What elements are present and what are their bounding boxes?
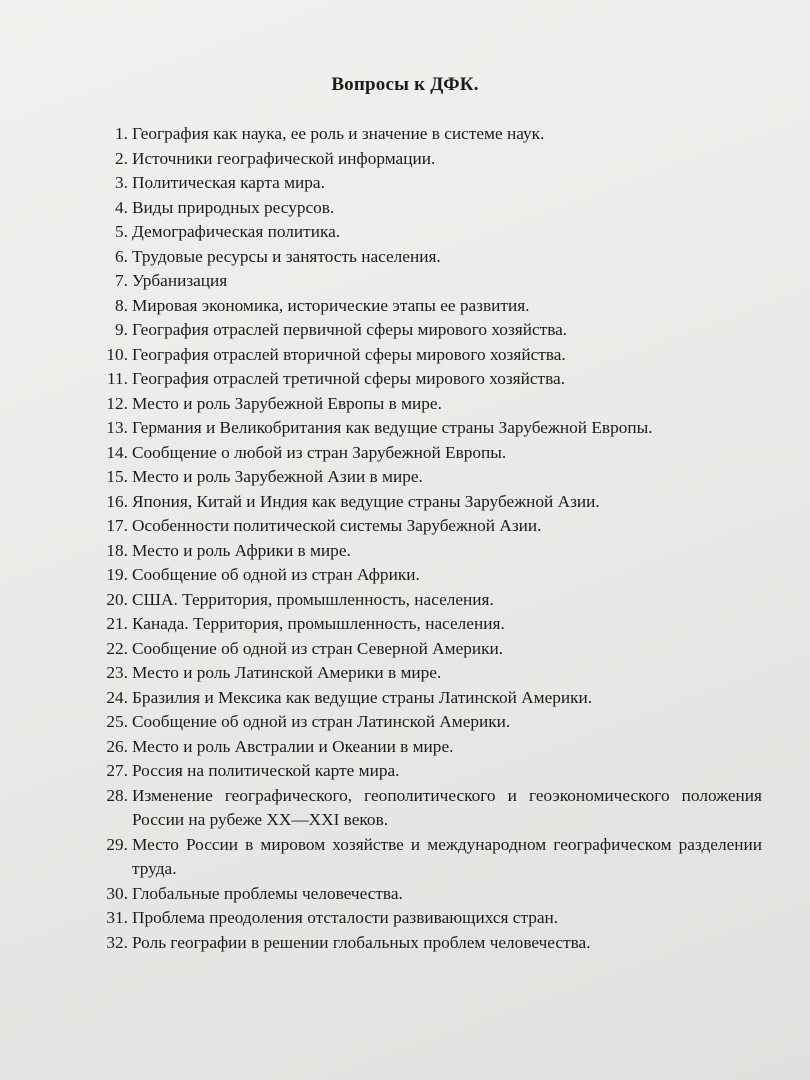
question-number: 31. xyxy=(106,908,128,927)
question-text: Особенности политической системы Зарубежной Азии. xyxy=(132,516,542,535)
question-text: Политическая карта мира. xyxy=(132,173,325,192)
question-item xyxy=(92,392,762,417)
question-text: Россия на политической карте мира. xyxy=(132,761,400,780)
question-item xyxy=(92,269,762,294)
question-item xyxy=(92,539,762,564)
page-title: Вопросы к ДФК. xyxy=(331,74,479,95)
question-number: 22. xyxy=(106,638,128,658)
question-number: 7. xyxy=(115,271,128,290)
question-text: Демографическая политика. xyxy=(132,222,341,241)
question-number: 19. xyxy=(106,565,128,584)
question-text: Место и роль Зарубежной Азии в мире. xyxy=(132,467,423,486)
question-item xyxy=(92,563,762,588)
question-item xyxy=(92,661,762,686)
question-item xyxy=(92,735,762,760)
question-item xyxy=(92,784,762,833)
question-number: 6. xyxy=(115,246,128,266)
question-text: География как наука, ее роль и значение в системе наук. xyxy=(132,124,545,143)
question-item xyxy=(92,833,762,882)
question-text: Место России в мировом хозяйстве и международном географическом разделении труда. xyxy=(132,834,762,878)
question-number: 4. xyxy=(115,197,128,217)
question-item xyxy=(92,318,762,343)
question-text: Мировая экономика, исторические этапы ее развития. xyxy=(132,295,530,315)
question-number: 13. xyxy=(106,418,128,437)
question-text: Виды природных ресурсов. xyxy=(132,197,335,217)
question-number: 17. xyxy=(106,516,128,535)
question-text: Место и роль Зарубежной Европы в мире. xyxy=(132,393,442,413)
question-text: Канада. Территория, промышленность, населения. xyxy=(132,614,505,633)
question-number: 18. xyxy=(106,540,128,560)
question-text: Роль географии в решении глобальных проблем человечества. xyxy=(132,932,591,952)
question-number: 27. xyxy=(106,761,128,780)
question-number: 14. xyxy=(106,442,128,462)
question-item xyxy=(92,637,762,662)
question-text: США. Территория, промышленность, населения. xyxy=(132,589,494,609)
question-number: 23. xyxy=(106,663,128,682)
question-number: 1. xyxy=(115,124,128,143)
question-text: Проблема преодоления отсталости развивающихся стран. xyxy=(132,908,559,927)
question-item xyxy=(92,441,762,466)
question-number: 26. xyxy=(106,736,128,756)
question-number: 20. xyxy=(106,589,128,609)
question-number: 12. xyxy=(106,393,128,413)
question-text: Япония, Китай и Индия как ведущие страны Зарубежной Азии. xyxy=(132,491,600,511)
question-number: 28. xyxy=(106,785,128,805)
question-item xyxy=(92,294,762,319)
question-number: 21. xyxy=(106,614,128,633)
question-item xyxy=(92,710,762,735)
question-text: Сообщение о любой из стран Зарубежной Европы. xyxy=(132,442,507,462)
question-number: 32. xyxy=(106,932,128,952)
question-text: Место и роль Австралии и Океании в мире. xyxy=(132,736,454,756)
question-text: Глобальные проблемы человечества. xyxy=(132,883,403,903)
question-item xyxy=(92,220,762,245)
question-text: Место и роль Африки в мире. xyxy=(132,540,351,560)
question-text: Источники географической информации. xyxy=(132,148,436,168)
question-number: 25. xyxy=(106,712,128,731)
question-item xyxy=(92,514,762,539)
question-item xyxy=(92,759,762,784)
question-text: Трудовые ресурсы и занятость населения. xyxy=(132,246,441,266)
question-item xyxy=(92,122,762,147)
question-item xyxy=(92,686,762,711)
question-number: 24. xyxy=(106,687,128,707)
question-text: Германия и Великобритания как ведущие страны Зарубежной Европы. xyxy=(132,418,653,437)
questions-list xyxy=(92,122,762,955)
question-number: 29. xyxy=(106,834,128,854)
question-number: 5. xyxy=(115,222,128,241)
question-item xyxy=(92,882,762,907)
question-number: 30. xyxy=(106,883,128,903)
question-item xyxy=(92,490,762,515)
question-item xyxy=(92,906,762,931)
question-text: География отраслей третичной сферы мирового хозяйства. xyxy=(132,369,566,388)
question-number: 15. xyxy=(106,467,128,486)
question-item xyxy=(92,465,762,490)
question-text: Сообщение об одной из стран Африки. xyxy=(132,565,420,584)
question-item xyxy=(92,343,762,368)
question-number: 9. xyxy=(115,320,128,339)
question-text: Бразилия и Мексика как ведущие страны Латинской Америки. xyxy=(132,687,593,707)
question-text: Сообщение об одной из стран Латинской Америки. xyxy=(132,712,511,731)
question-text: География отраслей первичной сферы мирового хозяйства. xyxy=(132,320,568,339)
question-text: Урбанизация xyxy=(132,271,228,290)
question-text: Изменение географического, геополитического и геоэкономического положения России на рубеже XX—XXI веков. xyxy=(132,785,762,829)
question-text: География отраслей вторичной сферы мирового хозяйства. xyxy=(132,344,566,364)
question-number: 10. xyxy=(106,344,128,364)
question-number: 3. xyxy=(115,173,128,192)
question-item xyxy=(92,367,762,392)
question-text: Место и роль Латинской Америки в мире. xyxy=(132,663,442,682)
question-text: Сообщение об одной из стран Северной Америки. xyxy=(132,638,504,658)
question-item xyxy=(92,245,762,270)
question-number: 2. xyxy=(115,148,128,168)
question-item xyxy=(92,588,762,613)
question-number: 16. xyxy=(106,491,128,511)
question-item xyxy=(92,931,762,956)
question-item xyxy=(92,416,762,441)
question-number: 8. xyxy=(115,295,128,315)
question-number: 11. xyxy=(107,369,128,388)
question-item xyxy=(92,171,762,196)
question-item xyxy=(92,196,762,221)
question-item xyxy=(92,147,762,172)
question-item xyxy=(92,612,762,637)
